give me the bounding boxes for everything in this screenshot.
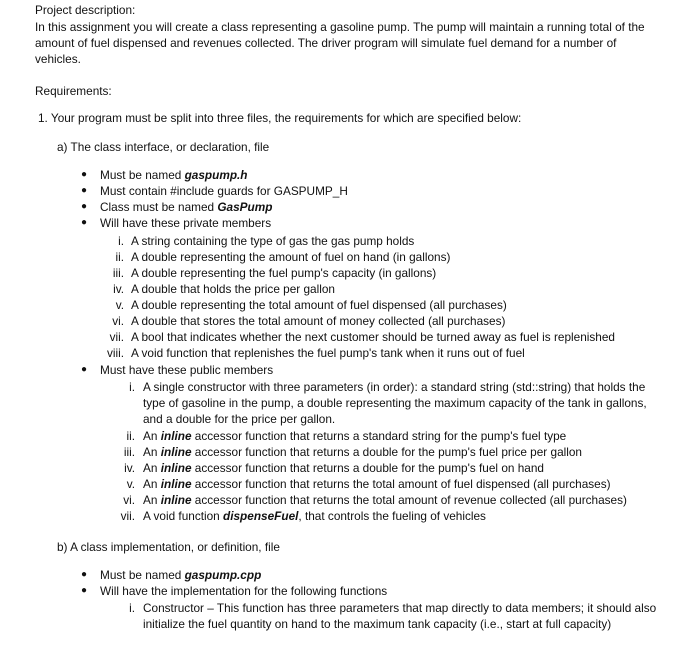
private-member-number: vii. xyxy=(109,330,124,344)
public-member-number: v. xyxy=(126,477,135,491)
public-member-5: An inline accessor function that returns the total amount of fuel dispensed (all purchases) xyxy=(143,477,611,491)
private-member: A double that stores the total amount of money collected (all purchases) xyxy=(131,314,506,328)
project-description-heading: Project description: xyxy=(35,3,136,17)
private-member-number: iv. xyxy=(113,282,124,296)
public-member-1-line-1: A single constructor with three parameters (in order): a standard string (std::string) that holds the xyxy=(143,380,646,394)
public-member-6: An inline accessor function that returns the total amount of revenue collected (all purchases) xyxy=(143,493,627,507)
intro-line-1: In this assignment you will create a class representing a gasoline pump. The pump will maintain a running total of the xyxy=(35,20,645,34)
intro-line-3: vehicles. xyxy=(35,52,81,66)
public-member-number: vii. xyxy=(120,509,135,523)
private-member: A bool that indicates whether the next customer should be turned away as fuel is replenished xyxy=(131,330,615,344)
private-member: A double that holds the price per gallon xyxy=(131,282,335,296)
private-member-number: ii. xyxy=(115,250,124,264)
public-member-number: ii. xyxy=(126,429,135,443)
private-member: A string containing the type of gas the gas pump holds xyxy=(131,234,415,248)
private-member-number: i. xyxy=(118,234,124,248)
bullet: ● xyxy=(81,364,88,375)
private-member: A double representing the total amount of fuel dispensed (all purchases) xyxy=(131,298,507,312)
bullet: ● xyxy=(81,569,88,580)
public-member-4: An inline accessor function that returns a double for the pump's fuel on hand xyxy=(143,461,544,475)
filename-gaspump-h: gaspump.h xyxy=(184,168,248,182)
a-bullet-1: Must be named gaspump.h xyxy=(100,168,248,182)
private-member-number: vi. xyxy=(112,314,124,328)
private-member-number: iii. xyxy=(112,266,124,280)
public-member-1-line-2: type of gasoline in the pump, a double representing the maximum capacity of the tank in gallons, xyxy=(143,396,647,410)
filename-gaspump-cpp: gaspump.cpp xyxy=(184,568,262,582)
bullet: ● xyxy=(81,585,88,596)
requirement-1: 1. Your program must be split into three files, the requirements for which are specified below: xyxy=(38,111,522,125)
a-bullet-4: Will have these private members xyxy=(100,216,272,230)
private-member: A double representing the amount of fuel on hand (in gallons) xyxy=(131,250,451,264)
private-member: A void function that replenishes the fuel pump's tank when it runs out of fuel xyxy=(131,346,525,360)
bullet: ● xyxy=(81,217,88,228)
intro-line-2: amount of fuel dispensed and revenues collected. The driver program will simulate fuel demand for a number of xyxy=(35,36,617,50)
a-bullet-2: Must contain #include guards for GASPUMP_H xyxy=(100,184,348,198)
impl-line-1: Constructor – This function has three parameters that map directly to data members; it should also xyxy=(143,601,657,615)
a-bullet-5: Must have these public members xyxy=(100,363,274,377)
public-member-number: iii. xyxy=(123,445,135,459)
class-name-gaspump: GasPump xyxy=(217,200,273,214)
private-member: A double representing the fuel pump's capacity (in gallons) xyxy=(131,266,437,280)
public-member-1-line-3: and a double for the price per gallon. xyxy=(143,412,336,426)
public-member-number: iv. xyxy=(124,461,135,475)
b-bullet-2: Will have the implementation for the following functions xyxy=(100,584,388,598)
public-member-7: A void function dispenseFuel, that controls the fueling of vehicles xyxy=(143,509,486,523)
public-member-3: An inline accessor function that returns a double for the pump's fuel price per gallon xyxy=(143,445,582,459)
function-name-dispensefuel: dispenseFuel xyxy=(223,509,299,523)
a-bullet-3: Class must be named GasPump xyxy=(100,200,273,214)
impl-number: i. xyxy=(129,601,135,615)
section-a-heading: a) The class interface, or declaration, file xyxy=(57,140,270,154)
public-member-number: i. xyxy=(129,380,135,394)
impl-line-2: initialize the fuel quantity on hand to the maximum tank capacity (i.e., start at full capacity) xyxy=(143,617,612,631)
public-member-number: vi. xyxy=(123,493,135,507)
requirements-heading: Requirements: xyxy=(35,84,112,98)
private-member-number: viii. xyxy=(106,346,124,360)
private-member-number: v. xyxy=(115,298,124,312)
public-member-2: An inline accessor function that returns a standard string for the pump's fuel type xyxy=(143,429,567,443)
bullet: ● xyxy=(81,169,88,180)
section-b-heading: b) A class implementation, or definition, file xyxy=(57,540,280,554)
bullet: ● xyxy=(81,185,88,196)
bullet: ● xyxy=(81,201,88,212)
b-bullet-1: Must be named gaspump.cpp xyxy=(100,568,262,582)
